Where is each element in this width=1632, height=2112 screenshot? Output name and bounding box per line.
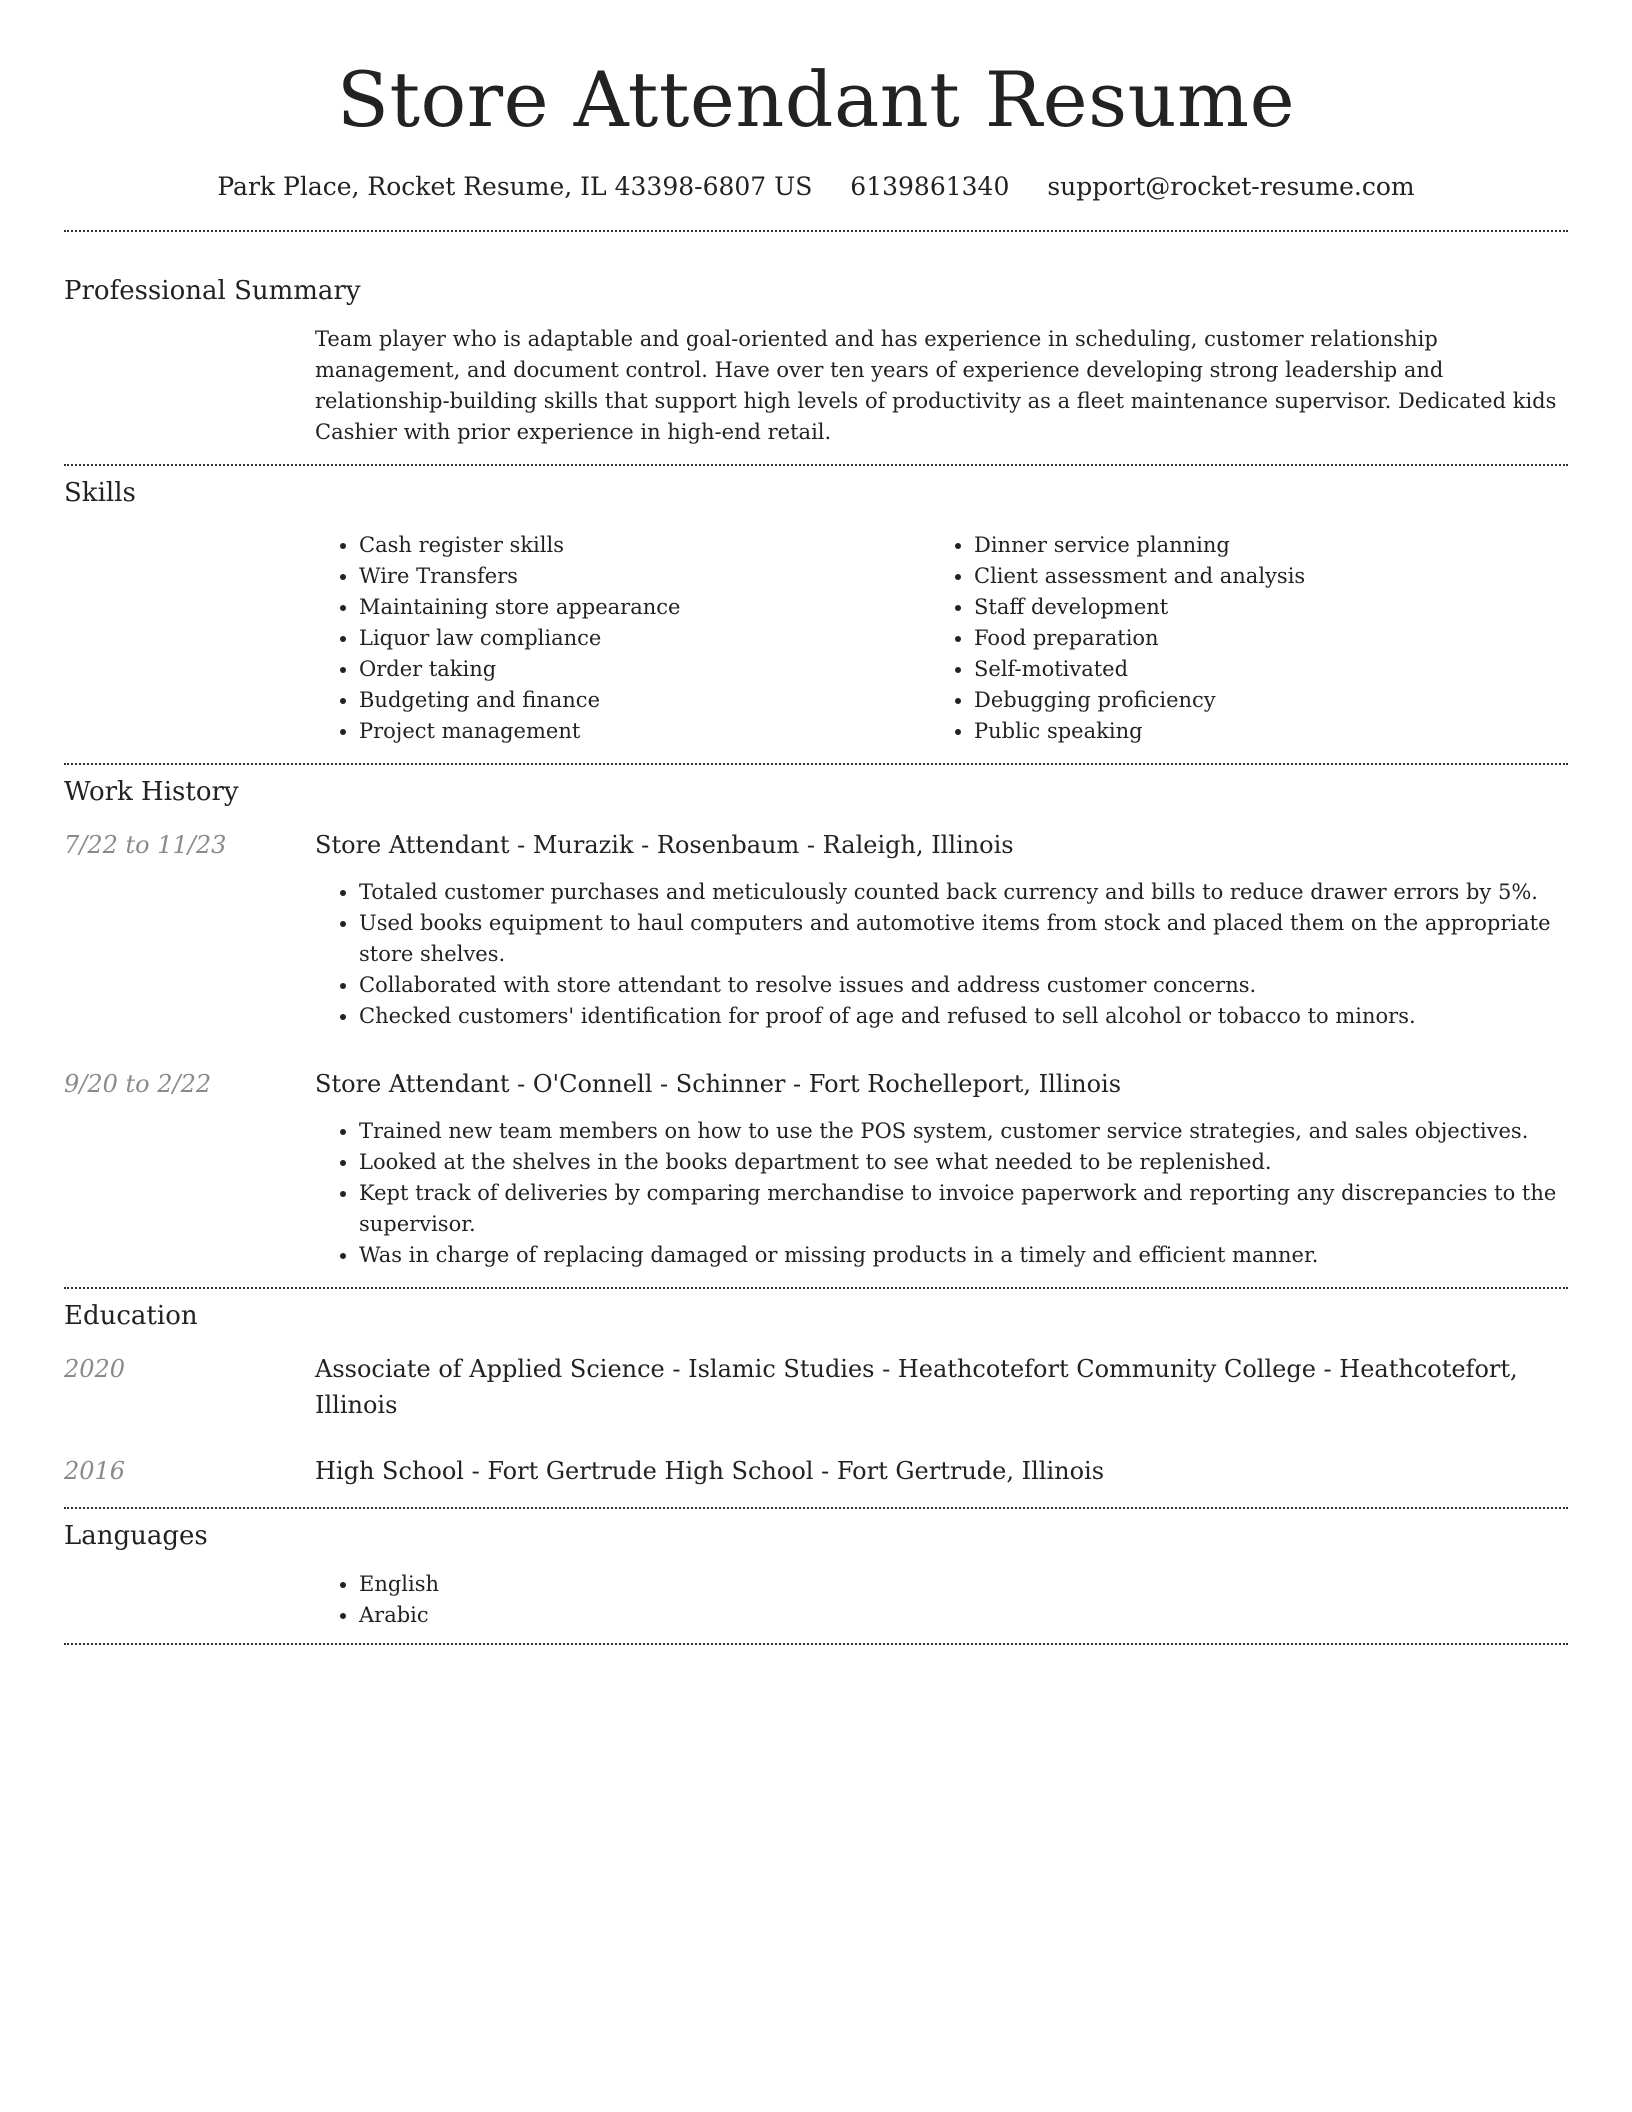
skill-item: • Order taking — [359, 654, 930, 685]
resume-header — [64, 0, 1568, 204]
work-bullet: • Trained new team members on how to use the POS system, customer service strategies, and sales objectives. — [359, 1116, 1568, 1147]
education-entry — [64, 1453, 1568, 1489]
skill-item: • Budgeting and finance — [359, 685, 930, 716]
skill-item: • Debugging proficiency — [974, 685, 1568, 716]
work-entry — [64, 827, 1568, 1032]
skill-item: • Liquor law compliance — [359, 623, 930, 654]
divider — [64, 1287, 1568, 1289]
work-bullet: • Was in charge of replacing damaged or missing products in a timely and efficient manner. — [359, 1240, 1568, 1271]
work-dates: 7/22 to 11/23 — [64, 831, 227, 859]
education-year: 2020 — [64, 1355, 126, 1383]
resume-title: Store Attendant Resume — [336, 55, 1296, 144]
work-bullet: • Totaled customer purchases and meticulously counted back currency and bills to reduce drawer errors by 5%. — [359, 877, 1568, 908]
education-title: High School - Fort Gertrude High School - Fort Gertrude, Illinois — [315, 1457, 1105, 1485]
section-title-education: Education — [64, 1301, 198, 1331]
summary-text: Team player who is adaptable and goal-oriented and has experience in scheduling, customer relationship management, and document control. Have over ten years of experience developing strong leadership and relationship-building skills that support high levels of productivity as a fleet maintenance supervisor. Dedicated kids Cashier with prior experience in high-end retail. — [315, 327, 1557, 444]
work-details — [315, 827, 1568, 1032]
languages-bullets — [315, 1569, 1568, 1631]
work-dates: 9/20 to 2/22 — [64, 1070, 212, 1098]
skill-item: • Maintaining store appearance — [359, 592, 930, 623]
work-bullet: • Collaborated with store attendant to resolve issues and address customer concerns. — [359, 970, 1568, 1001]
divider — [64, 1507, 1568, 1509]
languages-list — [315, 1569, 1568, 1631]
work-bullets — [315, 1116, 1568, 1271]
section-title-summary: Professional Summary — [64, 276, 361, 306]
work-title: Store Attendant - O'Connell - Schinner - Fort Rochelleport, Illinois — [315, 1070, 1122, 1098]
divider — [64, 464, 1568, 466]
work-title: Store Attendant - Murazik - Rosenbaum - Raleigh, Illinois — [315, 831, 1014, 859]
skill-item: • Cash register skills — [359, 530, 930, 561]
education-title: Associate of Applied Science - Islamic Studies - Heathcotefort Community College - Heathcotefort, Illinois — [315, 1355, 1518, 1419]
skill-item: • Project management — [359, 716, 930, 747]
divider — [64, 230, 1568, 232]
skills-column-right — [930, 530, 1568, 747]
work-bullet: • Checked customers' identification for proof of age and refused to sell alcohol or tobacco to minors. — [359, 1001, 1568, 1032]
skill-item: • Client assessment and analysis — [974, 561, 1568, 592]
skill-item: • Wire Transfers — [359, 561, 930, 592]
work-bullets — [315, 877, 1568, 1032]
contact-phone: 6139861340 — [850, 172, 1010, 201]
skill-item: • Self-motivated — [974, 654, 1568, 685]
work-bullet: • Used books equipment to haul computers and automotive items from stock and placed them on the appropriate store shelves. — [359, 908, 1568, 970]
language-item: • English — [359, 1569, 1568, 1600]
education-entry — [64, 1351, 1568, 1423]
work-bullet: • Looked at the shelves in the books department to see what needed to be replenished. — [359, 1147, 1568, 1178]
divider — [64, 763, 1568, 765]
contact-email: support@rocket-resume.com — [1047, 172, 1415, 201]
skills-column-left — [315, 530, 930, 747]
section-title-languages: Languages — [64, 1521, 208, 1551]
section-title-work-history: Work History — [64, 777, 239, 807]
section-title-skills: Skills — [64, 478, 136, 508]
divider — [64, 1643, 1568, 1645]
skill-item: • Dinner service planning — [974, 530, 1568, 561]
skill-item: • Food preparation — [974, 623, 1568, 654]
skill-item: • Public speaking — [974, 716, 1568, 747]
contact-line — [64, 170, 1568, 204]
work-details — [315, 1066, 1568, 1271]
skills-list — [315, 530, 1568, 747]
work-entry — [64, 1066, 1568, 1271]
skill-item: • Staff development — [974, 592, 1568, 623]
contact-address: Park Place, Rocket Resume, IL 43398-6807 US — [217, 172, 813, 201]
language-item: • Arabic — [359, 1600, 1568, 1631]
work-bullet: • Kept track of deliveries by comparing merchandise to invoice paperwork and reporting any discrepancies to the supervisor. — [359, 1178, 1568, 1240]
education-year: 2016 — [64, 1457, 126, 1485]
